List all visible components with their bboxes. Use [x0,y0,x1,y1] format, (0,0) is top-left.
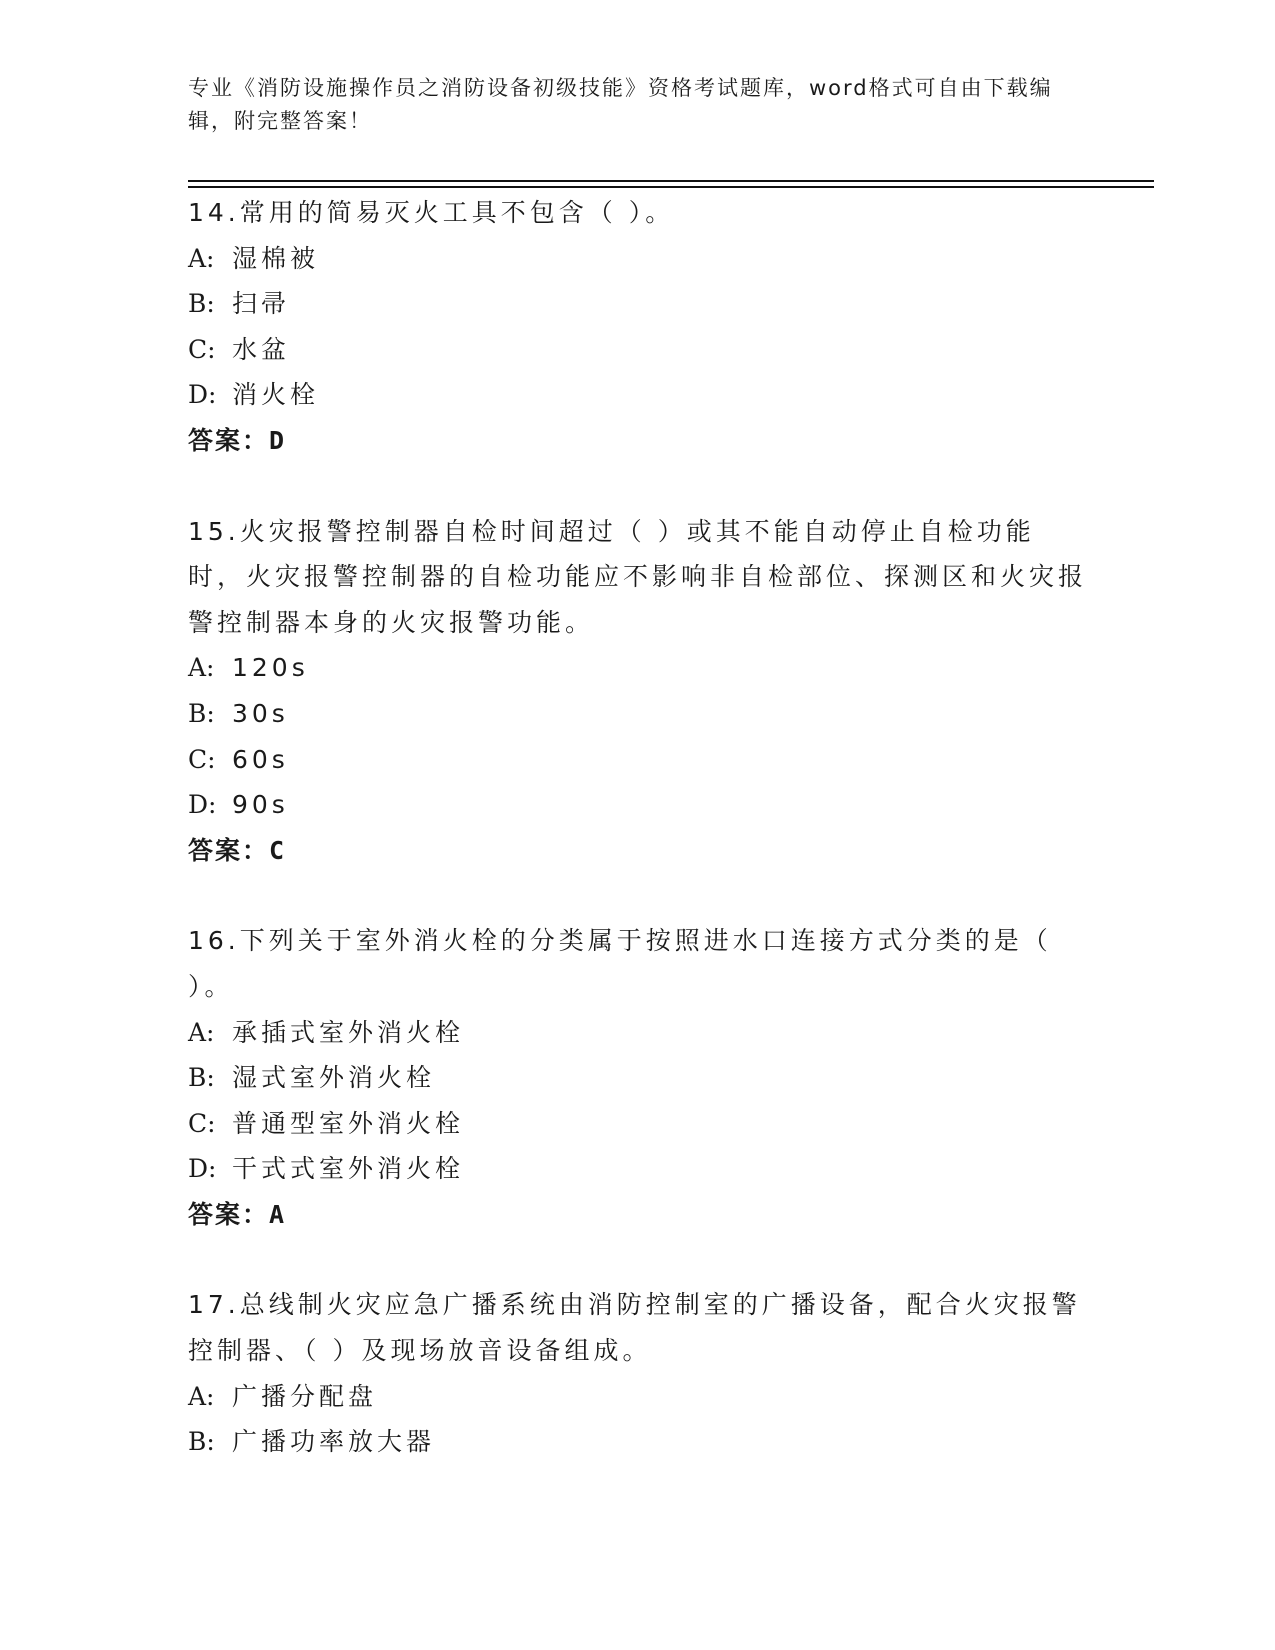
header-divider-bottom [188,186,1154,188]
option-text: 普通型室外消火栓 [232,1108,465,1138]
option-a [188,645,1088,691]
option-letter: A: [188,1381,215,1411]
option-text: 30s [232,698,289,728]
option-letter: C: [188,334,216,364]
option-letter: A: [188,1017,215,1047]
option-text: 广播分配盘 [232,1381,378,1411]
answer-line [188,828,1088,874]
option-d [188,782,1088,828]
option-text: 消火栓 [232,380,320,410]
question-14 [188,190,1088,464]
option-text: 60s [232,744,289,774]
question-17 [188,1282,1088,1464]
answer-value: D [269,425,285,455]
option-b [188,281,1088,327]
header-divider-top [188,180,1154,182]
option-text: 承插式室外消火栓 [232,1017,465,1047]
option-d [188,372,1088,418]
option-text: 扫帚 [232,289,291,319]
option-a [188,1010,1088,1056]
option-letter: D: [188,790,217,820]
question-stem: 16.下列关于室外消火栓的分类属于按照进水口连接方式分类的是（ ）。 [188,926,1052,1001]
option-letter: D: [188,380,217,410]
option-letter: A: [188,243,215,273]
question-list [188,190,1088,1510]
question-15 [188,509,1088,874]
option-letter: B: [188,1427,215,1457]
option-a [188,236,1088,282]
answer-label: 答案： [188,835,270,865]
answer-line [188,1192,1088,1238]
question-16 [188,918,1088,1237]
answer-line [188,418,1088,464]
option-letter: B: [188,698,215,728]
question-stem: 15.火灾报警控制器自检时间超过（ ）或其不能自动停止自检功能时，火灾报警控制器的自检功能应不影响非自检部位、探测区和火灾报警控制器本身的火灾报警功能。 [188,516,1088,637]
option-b [188,1419,1088,1465]
answer-value: A [269,1199,285,1229]
question-stem: 17.总线制火灾应急广播系统由消防控制室的广播设备，配合火灾报警控制器、（ ）及现场放音设备组成。 [188,1290,1081,1366]
answer-label: 答案： [188,425,270,455]
option-text: 广播功率放大器 [232,1427,436,1457]
option-letter: A: [188,653,215,683]
option-a [188,1374,1088,1420]
option-letter: B: [188,289,215,319]
option-text: 湿式室外消火栓 [232,1063,436,1093]
option-c [188,1101,1088,1147]
option-text: 水盆 [232,334,291,364]
option-text: 120s [232,653,309,683]
answer-value: C [269,835,285,865]
option-letter: C: [188,1108,216,1138]
option-letter: D: [188,1154,217,1184]
option-b [188,691,1088,737]
option-text: 湿棉被 [232,243,320,273]
option-c [188,737,1088,783]
document-header: 专业《消防设施操作员之消防设备初级技能》资格考试题库，word格式可自由下载编辑，附完整答案！ [188,76,1053,133]
option-letter: C: [188,744,216,774]
option-text: 干式式室外消火栓 [232,1154,465,1184]
answer-label: 答案： [188,1199,270,1229]
question-stem: 14.常用的简易灭火工具不包含（ ）。 [188,198,675,227]
option-c [188,327,1088,373]
option-d [188,1146,1088,1192]
option-letter: B: [188,1063,215,1093]
option-text: 90s [232,790,289,820]
option-b [188,1055,1088,1101]
